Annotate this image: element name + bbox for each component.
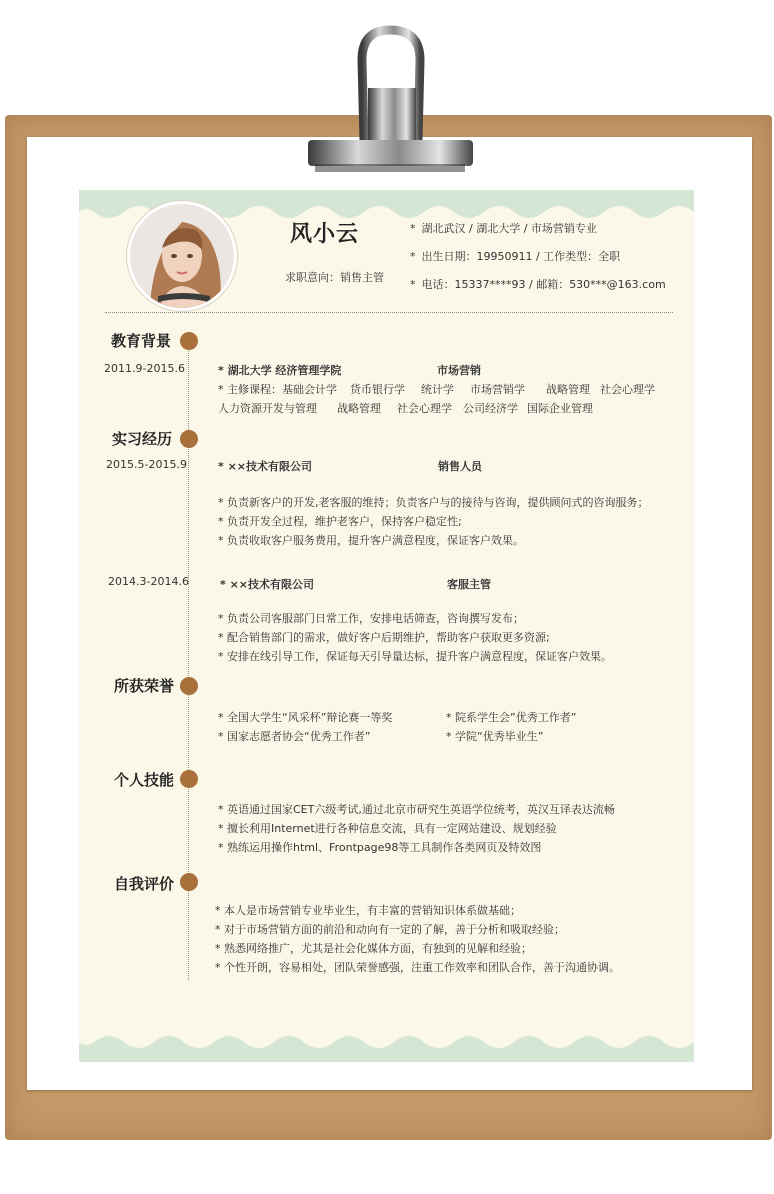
info-location: * 湖北武汉 / 湖北大学 / 市场营销专业 bbox=[410, 222, 597, 235]
info-birth: * 出生日期：19950911 / 工作类型：全职 bbox=[410, 250, 621, 263]
section-title-skills: 个人技能 bbox=[114, 771, 175, 789]
job-duty: * 配合销售部门的需求，做好客户后期维护，帮助客户获取更多资源; bbox=[218, 631, 550, 644]
job-duty: * 负责新客户的开发,老客服的维持；负责客户与的接待与咨询，提供顾问式的咨询服务； bbox=[218, 496, 649, 509]
avatar bbox=[127, 201, 237, 311]
job-role: 销售人员 bbox=[438, 460, 482, 473]
course-item: 统计学 bbox=[421, 383, 454, 396]
job-role: 客服主管 bbox=[447, 578, 491, 591]
course-item: 战略管理 bbox=[337, 402, 381, 415]
course-item: 公司经济学 bbox=[463, 402, 518, 415]
course-item: 社会心理学 bbox=[600, 383, 655, 396]
job-duty: * 负责公司客服部门日常工作，安排电话筛查，咨询撰写发布； bbox=[218, 612, 524, 625]
courses-line-1: * 主修课程：基础会计学 bbox=[218, 383, 337, 396]
section-title-education: 教育背景 bbox=[111, 332, 172, 350]
education-date: 2011.9-2015.6 bbox=[104, 362, 185, 375]
job-date: 2014.3-2014.6 bbox=[108, 575, 189, 588]
education-school: * 湖北大学 经济管理学院 bbox=[218, 364, 342, 377]
honor-item: * 院系学生会”优秀工作者” bbox=[446, 711, 577, 724]
section-dot bbox=[180, 873, 198, 891]
section-title-internship: 实习经历 bbox=[112, 430, 173, 448]
education-major: 市场营销 bbox=[437, 364, 481, 377]
course-item: 人力资源开发与管理 bbox=[218, 402, 317, 415]
self-eval-item: * 熟悉网络推广，尤其是社会化媒体方面，有独到的见解和经验； bbox=[215, 942, 532, 955]
section-dot bbox=[180, 430, 198, 448]
header-divider bbox=[105, 312, 673, 313]
skill-item: * 擅长利用Internet进行各种信息交流，具有一定网站建设、规划经验 bbox=[218, 822, 557, 835]
binder-clip-icon bbox=[0, 0, 774, 190]
job-date: 2015.5-2015.9 bbox=[106, 458, 187, 471]
honor-item: * 全国大学生“风采杯”辩论赛一等奖 bbox=[218, 711, 393, 724]
job-duty: * 安排在线引导工作，保证每天引导量达标，提升客户满意程度，保证客户效果。 bbox=[218, 650, 612, 663]
bottom-wave-decoration bbox=[79, 1032, 694, 1062]
course-item: 市场营销学 bbox=[470, 383, 525, 396]
section-title-self-evaluation: 自我评价 bbox=[114, 875, 175, 893]
job-duty: * 负责收取客户服务费用，提升客户满意程度，保证客户效果。 bbox=[218, 534, 524, 547]
self-eval-item: * 本人是市场营销专业毕业生，有丰富的营销知识体系做基础； bbox=[215, 904, 521, 917]
candidate-name: 风小云 bbox=[290, 222, 360, 247]
job-company: * ××技术有限公司 bbox=[218, 460, 313, 473]
job-duty: * 负责开发全过程，维护老客户，保持客户稳定性; bbox=[218, 515, 462, 528]
info-contact: * 电话：15337****93 / 邮箱：530***@163.com bbox=[410, 278, 666, 291]
self-eval-item: * 对于市场营销方面的前沿和动向有一定的了解，善于分析和吸取经验； bbox=[215, 923, 565, 936]
job-intent: 求职意向：销售主管 bbox=[285, 271, 384, 284]
section-title-honors: 所获荣誉 bbox=[114, 677, 175, 695]
self-eval-item: * 个性开朗，容易相处，团队荣誉感强，注重工作效率和团队合作，善于沟通协调。 bbox=[215, 961, 620, 974]
portrait-photo-icon bbox=[130, 204, 234, 308]
course-item: 国际企业管理 bbox=[527, 402, 593, 415]
honor-item: * 学院“优秀毕业生” bbox=[446, 730, 544, 743]
course-item: 货币银行学 bbox=[350, 383, 405, 396]
section-dot bbox=[180, 332, 198, 350]
honor-item: * 国家志愿者协会“优秀工作者” bbox=[218, 730, 371, 743]
course-item: 战略管理 bbox=[546, 383, 590, 396]
section-dot bbox=[180, 770, 198, 788]
section-dot bbox=[180, 677, 198, 695]
skill-item: * 熟练运用操作html、Frontpage98等工具制作各类网页及特效图 bbox=[218, 841, 542, 854]
course-item: 社会心理学 bbox=[397, 402, 452, 415]
job-company: * ××技术有限公司 bbox=[220, 578, 315, 591]
skill-item: * 英语通过国家CET六级考试,通过北京市研究生英语学位统考，英汉互译表达流畅 bbox=[218, 803, 615, 816]
